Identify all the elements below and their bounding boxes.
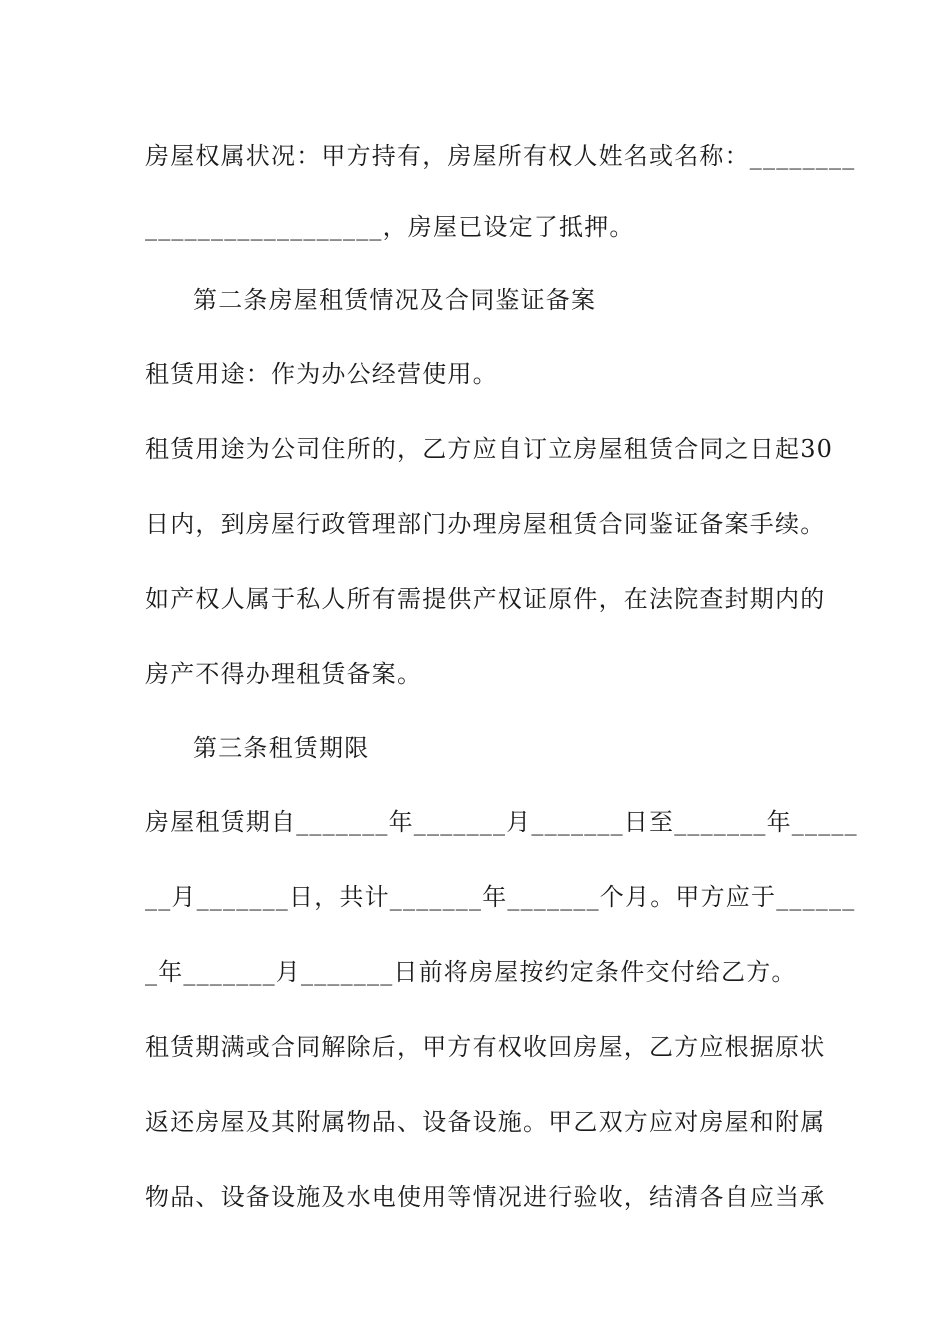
article-two-heading: 第二条房屋租赁情况及合同鉴证备案 — [193, 286, 597, 314]
lease-term-line-3: _年_______月_______日前将房屋按约定条件交付给乙方。 — [145, 958, 797, 986]
lease-end-line-3: 物品、设备设施及水电使用等情况进行验收，结清各自应当承 — [145, 1183, 826, 1211]
lease-end-line-2: 返还房屋及其附属物品、设备设施。甲乙双方应对房屋和附属 — [145, 1108, 826, 1136]
lease-purpose-line: 租赁用途：作为办公经营使用。 — [145, 360, 498, 388]
filing-requirement-line-1: 租赁用途为公司住所的，乙方应自订立房屋租赁合同之日起30 — [145, 435, 834, 463]
mortgage-status-line: __________________，房屋已设定了抵押。 — [145, 213, 635, 241]
lease-term-line-2: __月_______日，共计_______年_______个月。甲方应于______ — [145, 883, 856, 911]
private-ownership-line-1: 如产权人属于私人所有需提供产权证原件，在法院查封期内的 — [145, 585, 826, 613]
property-ownership-line: 房屋权属状况：甲方持有，房屋所有权人姓名或名称：________ — [145, 142, 856, 170]
lease-term-line-1: 房屋租赁期自_______年_______月_______日至_______年_____ — [145, 808, 858, 836]
lease-end-line-1: 租赁期满或合同解除后，甲方有权收回房屋，乙方应根据原状 — [145, 1033, 826, 1061]
article-three-heading: 第三条租赁期限 — [193, 734, 370, 762]
private-ownership-line-2: 房产不得办理租赁备案。 — [145, 660, 423, 688]
filing-requirement-line-2: 日内，到房屋行政管理部门办理房屋租赁合同鉴证备案手续。 — [145, 510, 826, 538]
